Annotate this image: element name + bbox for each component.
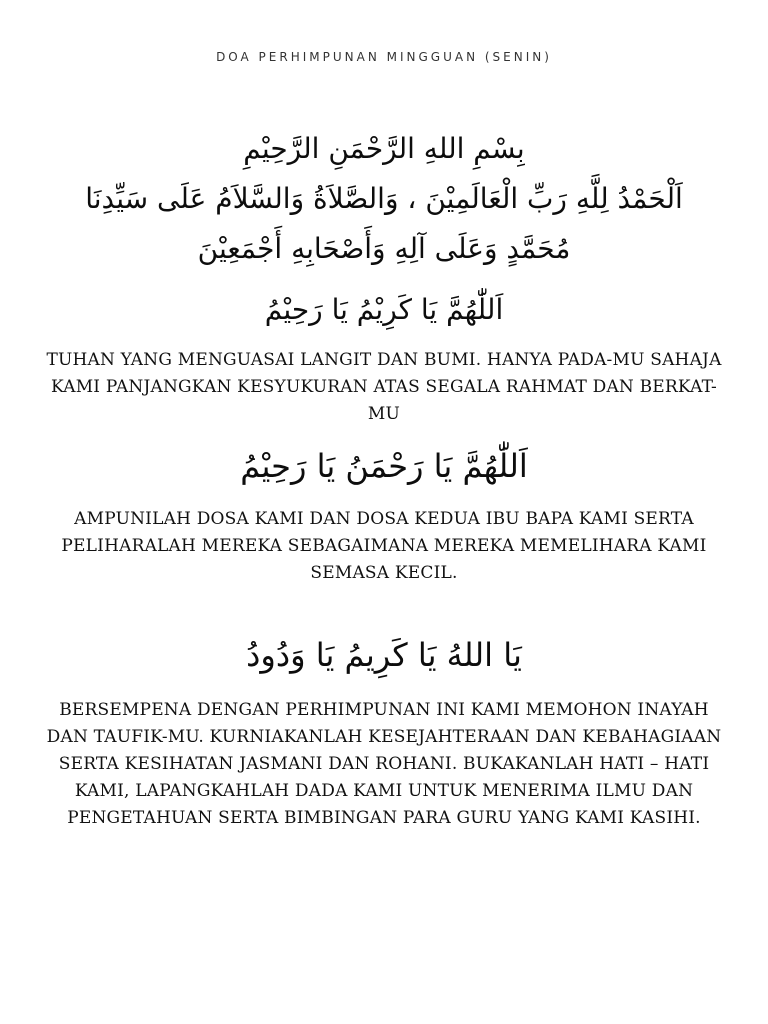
arabic-invocation-1: اَللّٰهُمَّ يَا كَرِيْمُ يَا رَحِيْمُ: [264, 293, 504, 326]
arabic-invocation-2: اَللّٰهُمَّ يَا رَحْمَنُ يَا رَحِيْمُ: [240, 447, 528, 485]
arabic-basmala: بِسْمِ اللهِ الرَّحْمَنِ الرَّحِيْمِ: [243, 132, 525, 165]
document-title: DOA PERHIMPUNAN MINGGUAN (SENIN): [216, 50, 552, 64]
paragraph-blessing: BERSEMPENA DENGAN PERHIMPUNAN INI KAMI MEMOHON INAYAH DAN TAUFIK-MU. KURNIAKANLAH KESEJAHTERAAN DAN KEBAHAGIAAN SERTA KESIHATAN JASMANI DAN ROHANI. BUKAKANLAH HATI – HATI KAMI, LAPANGKAHLAH DADA KAMI UNTUK MENERIMA ILMU DAN PENGETAHUAN SERTA BIMBINGAN PARA GURU YANG KAMI KASIHI.: [46, 700, 722, 828]
paragraph-thanksgiving: TUHAN YANG MENGUASAI LANGIT DAN BUMI. HANYA PADA-MU SAHAJA KAMI PANJANGKAN KESYUKURAN ATAS SEGALA RAHMAT DAN BERKAT-MU: [46, 350, 722, 424]
paragraph-forgiveness: AMPUNILAH DOSA KAMI DAN DOSA KEDUA IBU BAPA KAMI SERTA PELIHARALAH MEREKA SEBAGAIMANA MEREKA MEMELIHARA KAMI SEMASA KECIL.: [61, 509, 707, 583]
arabic-invocation-3: يَا اللهُ يَا كَرِيمُ يَا وَدُودُ: [246, 636, 522, 674]
arabic-salawat: مُحَمَّدٍ وَعَلَى آلِهِ وَأَصْحَابِهِ أَجْمَعِيْنَ: [197, 232, 571, 265]
arabic-hamdalah: اَلْحَمْدُ لِلَّهِ رَبِّ الْعَالَمِيْنَ ، وَالصَّلاَةُ وَالسَّلاَمُ عَلَى سَيِّدِنَا: [85, 182, 683, 215]
